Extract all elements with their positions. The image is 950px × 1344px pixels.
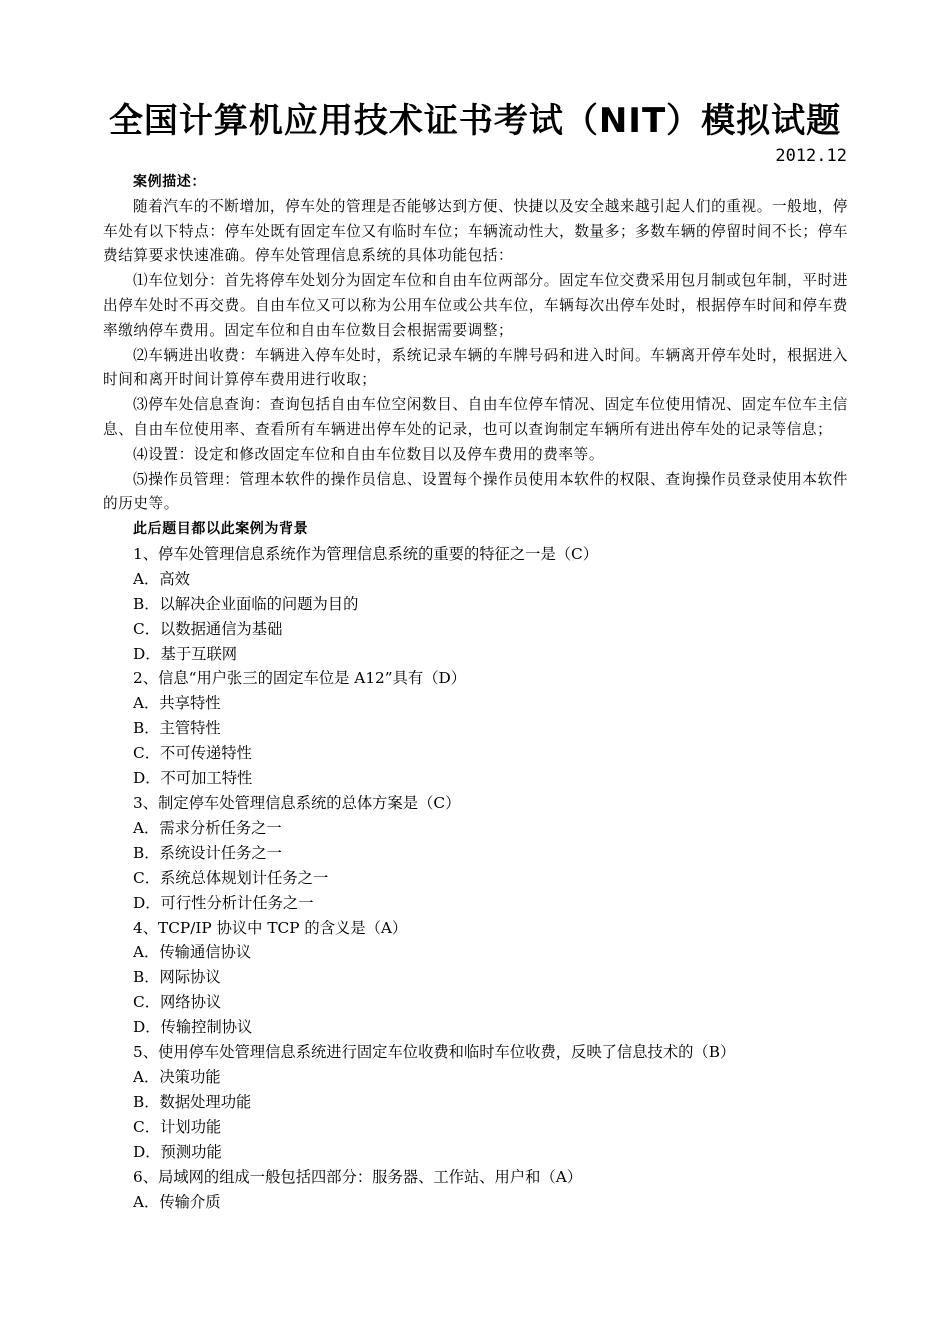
option-line: A．需求分析任务之一 [133, 818, 282, 837]
option-line: C．以数据通信为基础 [133, 619, 283, 638]
option-line: A．传输介质 [133, 1192, 221, 1211]
question-line: 5、使用停车处管理信息系统进行固定车位收费和临时车位收费，反映了信息技术的（B） [133, 1043, 736, 1062]
option-line: A．高效 [133, 569, 190, 588]
option-line: B．系统设计任务之一 [133, 843, 282, 862]
document-date: 2012.12 [775, 146, 847, 166]
option-line: B．主管特性 [133, 719, 221, 738]
option-line: B．网际协议 [133, 968, 221, 987]
option-line: C．网络协议 [133, 993, 222, 1012]
option-line: D．基于互联网 [133, 644, 238, 663]
question-line: 6、局域网的组成一般包括四部分：服务器、工作站、用户和（A） [133, 1167, 583, 1186]
case-paragraph: ⑸操作员管理：管理本软件的操作员信息、设置每个操作员使用本软件的权限、查询操作员登录使用本软件的历史等。 [103, 470, 848, 513]
page-title: 全国计算机应用技术证书考试（NIT）模拟试题 [108, 101, 842, 141]
case-paragraph: ⑵车辆进出收费：车辆进入停车处时，系统记录车辆的车牌号码和进入时间。车辆离开停车处时，根据进入时间和离开时间计算停车费用进行收取； [103, 346, 848, 389]
background-note: 此后题目都以此案例为背景 [133, 521, 309, 538]
option-line: D．不可加工特性 [133, 769, 253, 788]
option-line: A．传输通信协议 [133, 943, 252, 962]
option-line: B．以解决企业面临的问题为目的 [133, 594, 359, 613]
question-line: 1、停车处管理信息系统作为管理信息系统的重要的特征之一是（C） [133, 544, 599, 563]
option-line: C．系统总体规划计任务之一 [133, 868, 329, 887]
option-line: C．不可传递特性 [133, 744, 252, 763]
case-paragraph: 随着汽车的不断增加，停车处的管理是否能够达到方便、快捷以及安全越来越引起人们的重视。一般地，停车处有以下特点：停车处既有固定车位又有临时车位；车辆流动性大，数量多；多数车辆的停留时间不长；停车费结算要求快速准确。停车处管理信息系统的具体功能包括： [103, 197, 848, 265]
option-line: A．决策功能 [133, 1067, 221, 1086]
case-paragraph: ⑶停车处信息查询：查询包括自由车位空闲数目、自由车位停车情况、固定车位使用情况、固定车位车主信息、自由车位使用率、查看所有车辆进出停车处的记录，也可以查询制定车辆所有进出停车处的记录等信息； [103, 396, 848, 438]
option-line: D．传输控制协议 [133, 1018, 253, 1037]
document-body [103, 170, 848, 1214]
question-line: 4、TCP/IP 协议中 TCP 的含义是（A） [133, 918, 408, 937]
question-line: 3、制定停车处管理信息系统的总体方案是（C） [133, 794, 461, 813]
option-line: B．数据处理功能 [133, 1092, 252, 1111]
option-line: C．计划功能 [133, 1117, 222, 1136]
option-line: D．可行性分析计任务之一 [133, 893, 314, 912]
case-heading: 案例描述： [133, 174, 206, 190]
question-line: 2、信息“用户张三的固定车位是 A12”具有（D） [133, 669, 467, 688]
case-paragraph: ⑴车位划分：首先将停车处划分为固定车位和自由车位两部分。固定车位交费采用包月制或包年制，平时进出停车处时不再交费。自由车位又可以称为公用车位或公共车位，车辆每次出停车处时，根据停车时间和停车费率缴纳停车费用。固定车位和自由车位数目会根据需要调整； [103, 272, 848, 339]
case-paragraph: ⑷设置：设定和修改固定车位和自由车位数目以及停车费用的费率等。 [133, 445, 605, 463]
option-line: A．共享特性 [133, 694, 221, 713]
option-line: D．预测功能 [133, 1142, 222, 1161]
